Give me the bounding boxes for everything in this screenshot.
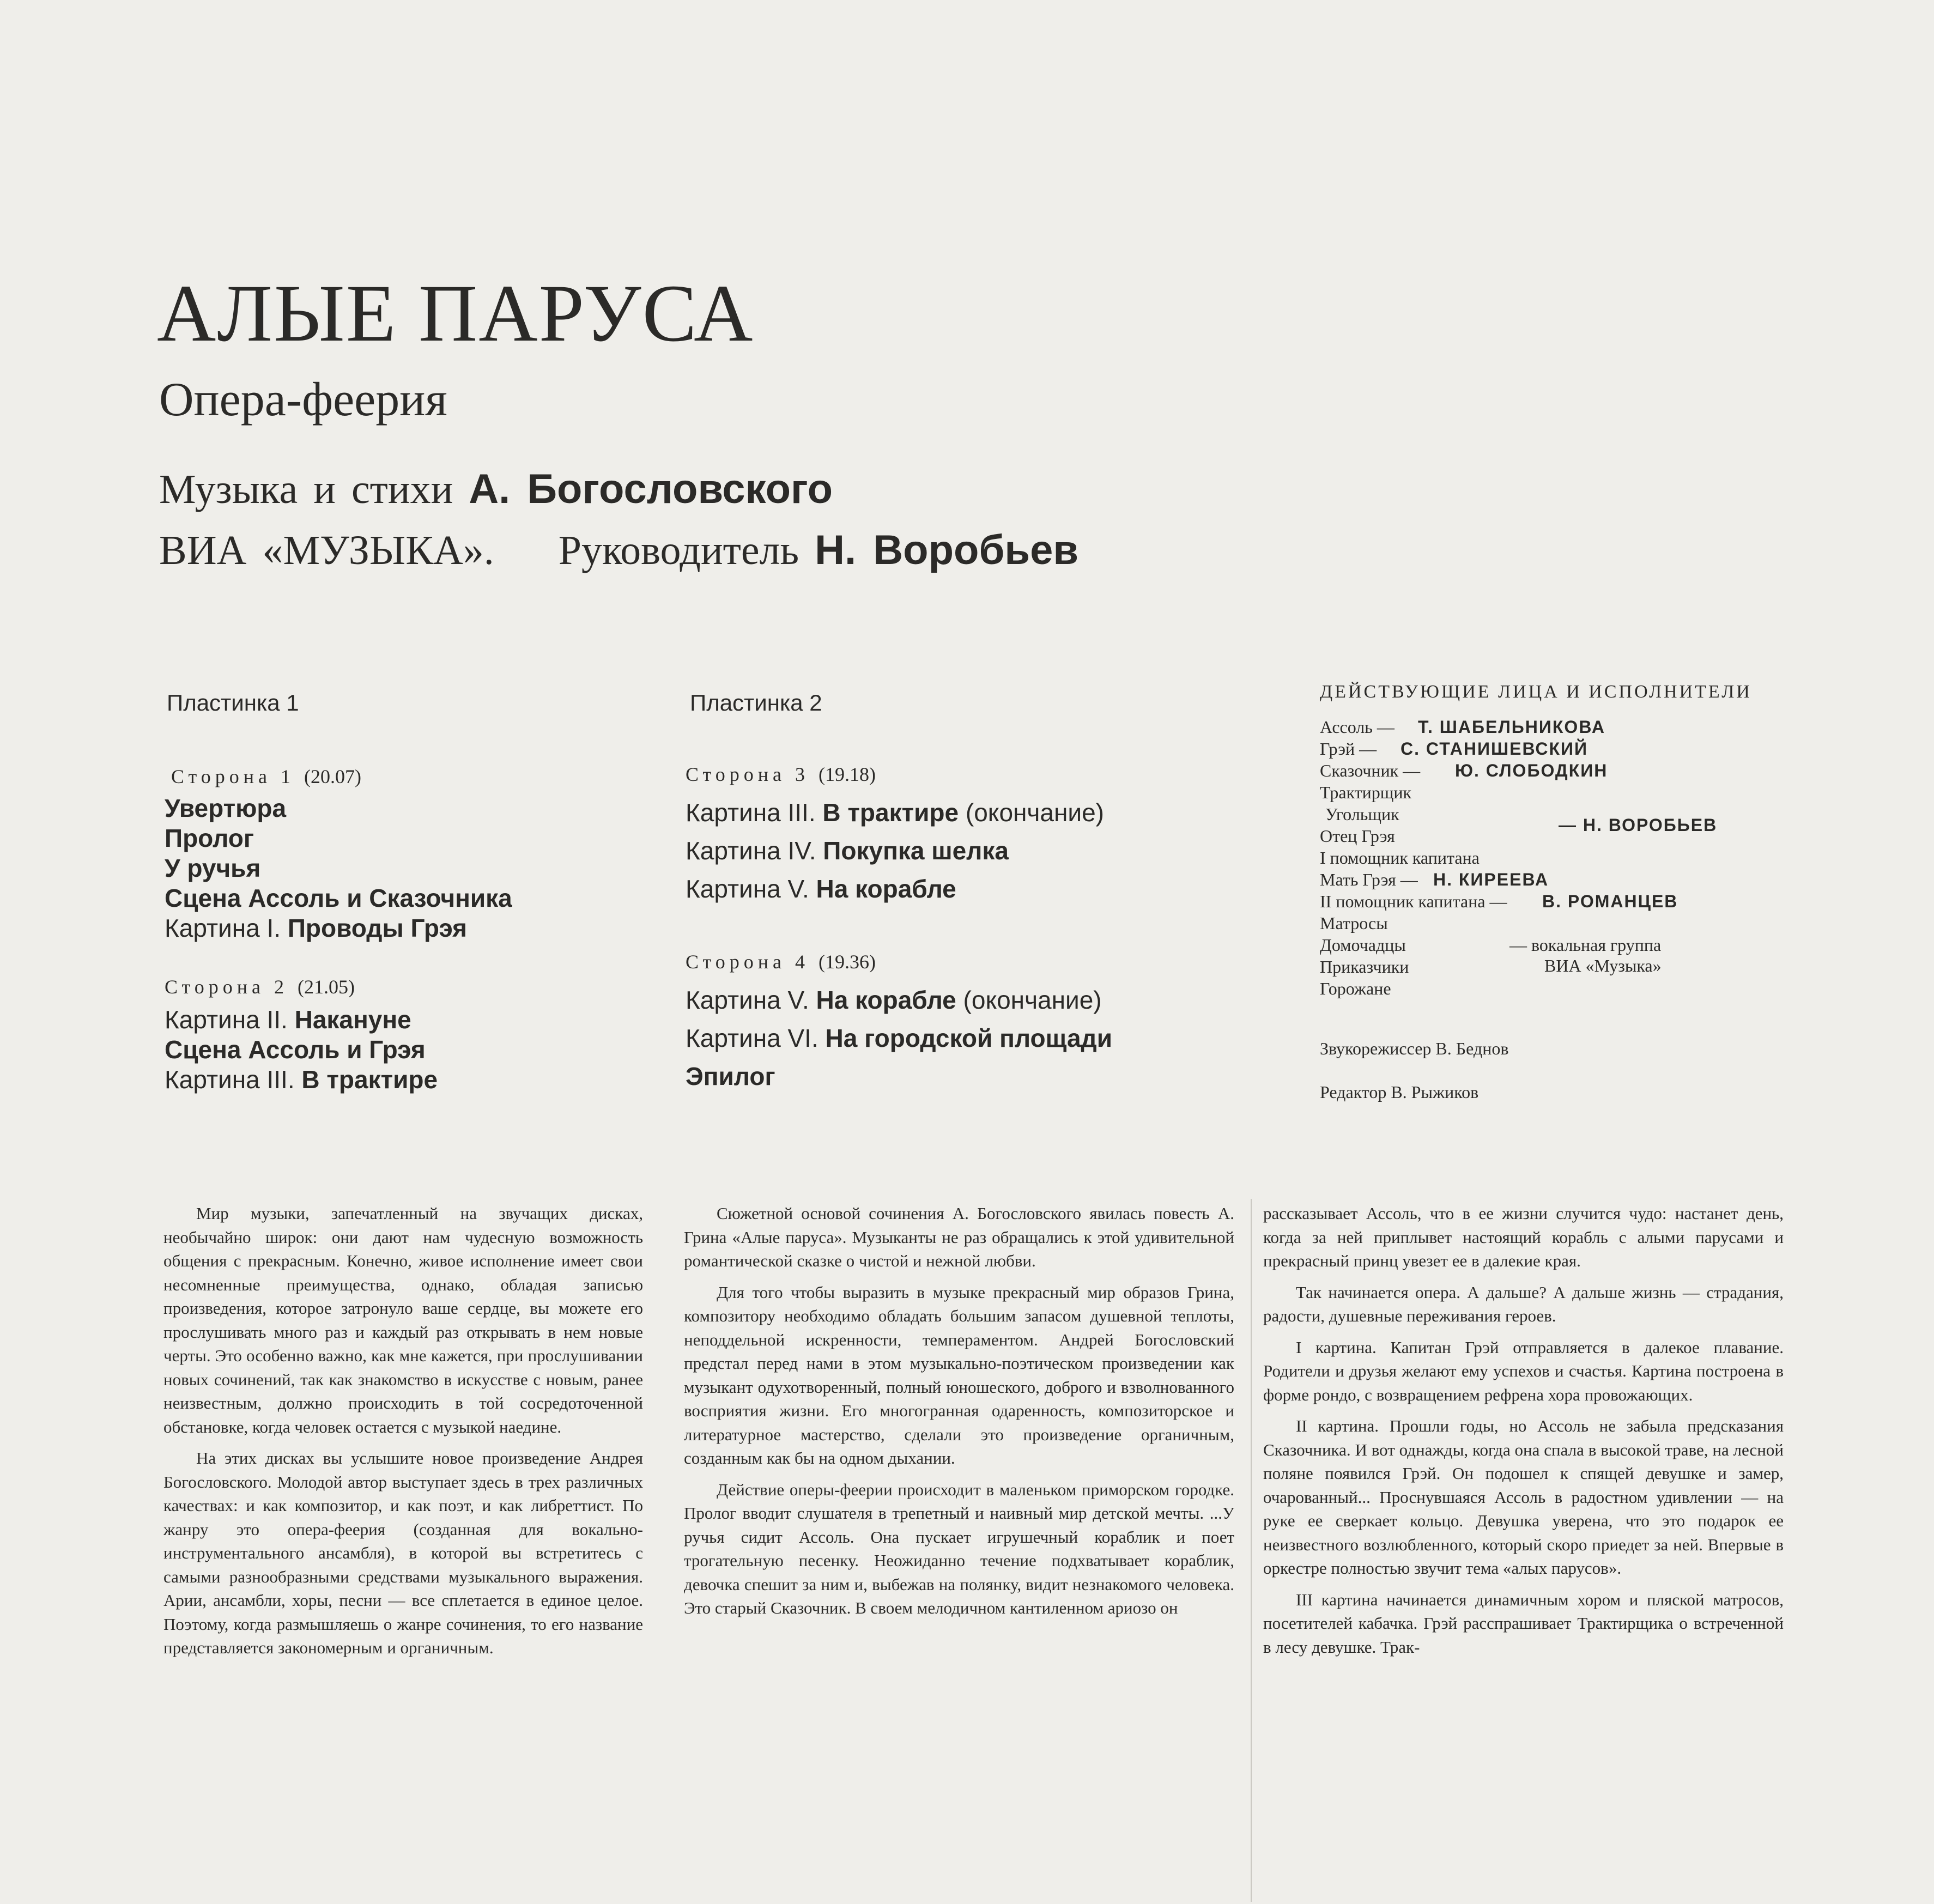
track-item: Увертюра bbox=[165, 794, 287, 822]
side4-label bbox=[686, 950, 876, 973]
paragraph: На этих дисках вы услышите новое произведение Андрея Богословского. Молодой автор выступает здесь в трех различных качествах: и как композитор, и как поэт, и как либреттист. По жанру это опера-феерия (созданная для вокально-инструментального ансамбля), в которой вы встретитесь с самыми разнообразными средствами музыкального выражения. Арии, ансамбли, хоры, песни — все сплетается в единое целое. Поэтому, когда размышляешь о жанре сочинения, то его название представляется закономерным и органичным. bbox=[163, 1448, 643, 1657]
paragraph: III картина начинается динамичным хором и пляской матросов, посетителей кабачка. Грэй расспрашивает Трактирщика о встреченной в лесу девушке. Трак- bbox=[1263, 1590, 1784, 1657]
editor-credit: Редактор В. Рыжиков bbox=[1320, 1082, 1479, 1102]
side3-tracklist bbox=[686, 793, 1104, 908]
cast-row: Грэй — С. СТАНИШЕВСКИЙ bbox=[1320, 739, 1588, 759]
side1-label bbox=[171, 765, 361, 788]
side4-duration: (19.36) bbox=[819, 951, 876, 973]
track-item: Картина V. На корабле bbox=[686, 875, 956, 903]
paragraph: рассказывает Ассоль, что в ее жизни случится чудо: настанет день, когда за ней приплывет настоящий корабль с алыми парусами и прекрасный принц увезет ее в далекие края. bbox=[1263, 1204, 1784, 1270]
cast-row: Сказочник — Ю. СЛОБОДКИН bbox=[1320, 761, 1608, 780]
track-item: Картина IV. Покупка шелка bbox=[686, 836, 1009, 865]
disc1-label: Пластинка 1 bbox=[167, 690, 299, 715]
paragraph: Для того чтобы выразить в музыке прекрасный мир образов Грина, композитору необходимо обладать большим запасом душевной теплоты, неподдельной искренности, темпераментом. Андрей Богословский предстал перед нами в этом музыкально-поэтическом произведении как музыкант одухотворенный, полный юношеского, доброго и взволнованного восприятия жизни. Его многогранная одаренность, композиторское и литературное мастерство, сделали это произведение органичным, созданным как бы на одном дыхании. bbox=[684, 1282, 1234, 1468]
side4-name: Сторона 4 bbox=[686, 951, 810, 973]
side2-duration: (21.05) bbox=[298, 976, 355, 998]
side1-tracklist bbox=[165, 793, 512, 943]
cast-heading: ДЕЙСТВУЮЩИЕ ЛИЦА И ИСПОЛНИТЕЛИ bbox=[1320, 682, 1752, 702]
band-leader-label: Руководитель bbox=[558, 527, 799, 573]
paragraph: I картина. Капитан Грэй отправляется в далекое плавание. Родители и друзья желают ему успехов и счастья. Картина построена в форме рондо, с возвращением рефрена хора провожающих. bbox=[1263, 1337, 1784, 1404]
paragraph: Мир музыки, запечатленный на звучащих дисках, необычайно широк: они дают нам чудесную возможность общения с прекрасным. Конечно, живое исполнение имеет свои несомненные преимущества, однако, обладая записью произведения, которое затронуло ваше сердце, вы можете его прослушивать много раз и каждый раз открывать в нем новые черты. Это особенно важно, как мне кажется, при прослушивании новых сочинений, так как знакомство в искусстве с новым, ранее неизвестным, должно происходить в той сосредоточенной обстановке, когда человек остается с музыкой наедине. bbox=[163, 1204, 643, 1436]
track-item: Картина III. В трактире (окончание) bbox=[686, 798, 1104, 827]
music-credit-prefix: Музыка и стихи bbox=[159, 466, 453, 512]
band-name: ВИА «МУЗЫКА». bbox=[159, 527, 494, 573]
composer-name: А. Богословского bbox=[469, 466, 833, 512]
disc2-label: Пластинка 2 bbox=[690, 690, 822, 715]
track-item: Эпилог bbox=[686, 1062, 775, 1090]
track-item: Картина II. Накануне bbox=[165, 1005, 411, 1034]
cast-row: Мать Грэя — Н. КИРЕЕВА bbox=[1320, 870, 1549, 889]
track-item: Сцена Ассоль и Грэя bbox=[165, 1035, 426, 1064]
side1-duration: (20.07) bbox=[304, 766, 362, 787]
album-title: АЛЫЕ ПАРУСА bbox=[157, 268, 754, 359]
track-item: Картина V. На корабле (окончание) bbox=[686, 986, 1102, 1014]
music-credit bbox=[159, 466, 833, 512]
track-item: Картина III. В трактире bbox=[165, 1065, 438, 1094]
side3-duration: (19.18) bbox=[819, 763, 876, 785]
paragraph: Сюжетной основой сочинения А. Богословского явилась повесть А. Грина «Алые паруса». Музыканты не раз обращались к этой удивительной романтической сказке о чистой и нежной любви. bbox=[684, 1204, 1234, 1270]
side3-label bbox=[686, 763, 876, 786]
side2-tracklist bbox=[165, 1005, 438, 1095]
side2-name: Сторона 2 bbox=[165, 976, 289, 998]
cast-row: Ассоль — Т. ШАБЕЛЬНИКОВА bbox=[1320, 717, 1605, 737]
track-item: Картина I. Проводы Грэя bbox=[165, 914, 467, 942]
track-item: Пролог bbox=[165, 824, 254, 852]
cast-group-ensemble: Матросы Домочадцы Приказчики Горожане — вокальная группа ВИА «Музыка» bbox=[1320, 913, 1662, 998]
paragraph: Действие оперы-феерии происходит в маленьком приморском городке. Пролог вводит слушателя в трепетный и наивный мир детской мечты. ...У ручья сидит Ассоль. Она пускает игрушечный кораблик и поет трогательную песенку. Неожиданно течение подхватывает кораблик, девочка спешит за ним и, выбежав на полянку, видит незнакомого человека. Это старый Сказочник. В своем мелодичном кантиленном ариозо он bbox=[684, 1479, 1234, 1617]
side1-name: Сторона 1 bbox=[171, 766, 295, 787]
sound-engineer-credit: Звукорежиссер В. Беднов bbox=[1320, 1039, 1509, 1058]
side3-name: Сторона 3 bbox=[686, 763, 810, 785]
track-item: Сцена Ассоль и Сказочника bbox=[165, 884, 512, 912]
cast-list bbox=[1320, 681, 1865, 1103]
liner-notes-column-2 bbox=[684, 1202, 1234, 1620]
cast-group-vorobyev: Трактирщик Угольщик Отец Грэя I помощник капитана — Н. ВОРОБЬЕВ bbox=[1320, 783, 1718, 868]
liner-notes-column-3 bbox=[1263, 1202, 1784, 1659]
paragraph: Так начинается опера. А дальше? А дальше жизнь — страдания, радости, душевные переживания героев. bbox=[1263, 1282, 1784, 1325]
track-item: Картина VI. На городской площади bbox=[686, 1024, 1113, 1052]
track-item: У ручья bbox=[165, 854, 261, 882]
cast-row: II помощник капитана — В. РОМАНЦЕВ bbox=[1320, 892, 1678, 911]
paragraph: II картина. Прошли годы, но Ассоль не забыла предсказания Сказочника. И вот однажды, когда она спала в высокой траве, на лесной поляне появился Грэй. Он подошел к спящей девушке и замер, очарованный... Проснувшаяся Ассоль в радостном удивлении — на руке ее сверкает кольцо. Девушка уверена, что это подарок ее неизвестного возлюбленного, который скоро приедет за ней. Впервые в оркестре полностью звучит тема «алых парусов». bbox=[1263, 1416, 1784, 1578]
band-credit bbox=[159, 527, 1079, 573]
liner-notes-column-1 bbox=[163, 1202, 643, 1660]
band-leader-name: Н. Воробьев bbox=[815, 527, 1079, 573]
side2-label bbox=[165, 975, 355, 998]
side4-tracklist bbox=[686, 981, 1112, 1095]
album-subtitle: Опера-феерия bbox=[159, 373, 447, 426]
column-divider bbox=[1251, 1199, 1252, 1902]
